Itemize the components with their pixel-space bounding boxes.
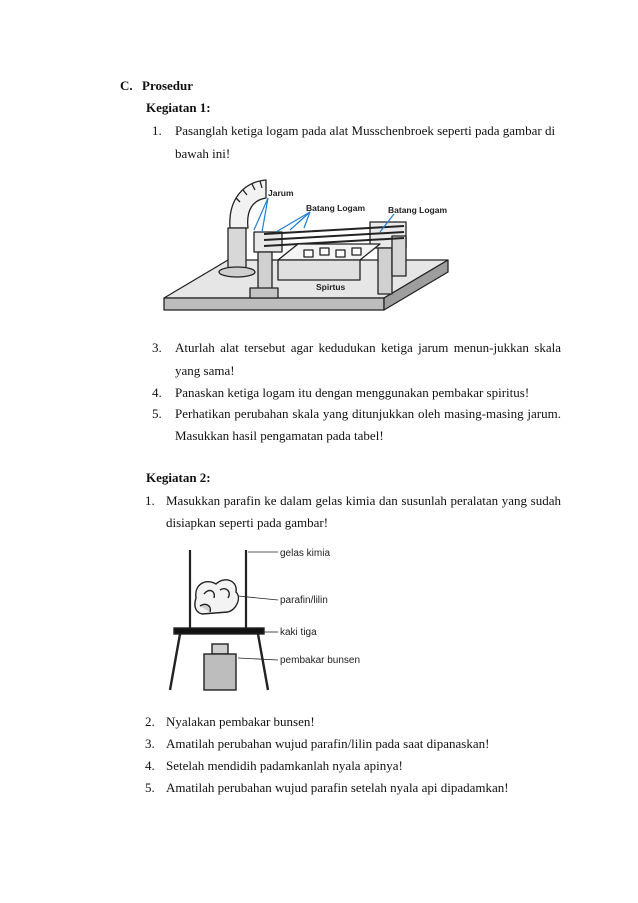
label-kaki-tiga: kaki tiga [280, 627, 317, 638]
k1-step1-number: 1. [152, 123, 162, 138]
k2-step3-number: 3. [145, 736, 155, 751]
k1-step3-line1: Aturlah alat tersebut agar kedudukan ketiga jarum menun-jukkan skala [175, 340, 561, 355]
spirit-tray [278, 260, 360, 280]
k1-step4-line1: Panaskan ketiga logam itu dengan menggunakan pembakar spiritus! [175, 385, 530, 400]
label-batang-logam-1: Batang Logam [306, 203, 366, 213]
k2-step3-text: Amatilah perubahan wujud parafin/lilin pada saat dipanaskan! [166, 736, 490, 751]
k2-step2-number: 2. [145, 714, 155, 729]
bunsen-burner [204, 654, 236, 690]
paraffin-lumps [195, 580, 239, 614]
k1-step4-number: 4. [152, 385, 162, 400]
k1-step3-number: 3. [152, 340, 162, 355]
k1-step5-number: 5. [152, 406, 162, 421]
k2-step1-line1: Masukkan parafin ke dalam gelas kimia dan susunlah peralatan yang sudah [166, 493, 561, 508]
k2-step4-text: Setelah mendidih padamkanlah nyala apinya! [166, 758, 403, 773]
k1-step1-line2: bawah ini! [175, 146, 231, 161]
k1-step5-line1: Perhatikan perubahan skala yang ditunjukkan oleh masing-masing jarum. [175, 406, 561, 421]
k1-step1-line1: Pasanglah ketiga logam pada alat Musschenbroek seperti pada gambar di [175, 123, 556, 138]
k1-step5-line2: Masukkan hasil pengamatan pada tabel! [175, 428, 384, 443]
label-gelas-kimia: gelas kimia [280, 548, 331, 559]
k2-step5-text: Amatilah perubahan wujud parafin setelah nyala api dipadamkan! [166, 780, 509, 795]
scale-arc [230, 180, 266, 228]
k2-step4-number: 4. [145, 758, 155, 773]
kegiatan2-heading: Kegiatan 2: [146, 470, 211, 485]
section-title: Prosedur [142, 78, 194, 93]
label-spirtus: Spirtus [316, 282, 346, 292]
tripod-top [174, 628, 264, 634]
paraffin-setup-figure [166, 540, 386, 696]
section-letter: C. [120, 78, 133, 93]
label-pembakar-bunsen: pembakar bunsen [280, 655, 361, 666]
k2-step1-line2: disiapkan seperti pada gambar! [166, 515, 329, 530]
k2-step5-number: 5. [145, 780, 155, 795]
label-parafin-lilin: parafin/lilin [280, 595, 328, 606]
kegiatan1-heading: Kegiatan 1: [146, 100, 211, 115]
k1-step3-line2: yang sama! [175, 363, 235, 378]
label-jarum: Jarum [268, 188, 294, 198]
label-batang-logam-2: Batang Logam [388, 205, 448, 215]
k2-step2-text: Nyalakan pembakar bunsen! [166, 714, 315, 729]
k2-step1-number: 1. [145, 493, 155, 508]
musschenbroek-figure [158, 170, 458, 322]
scale-post [228, 228, 246, 272]
